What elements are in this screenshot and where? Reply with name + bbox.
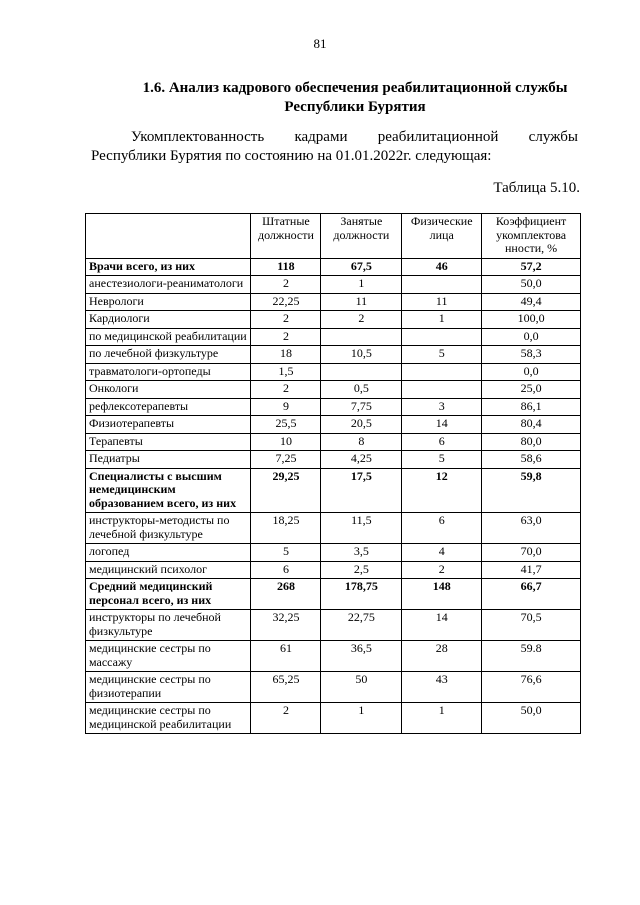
occupied-positions-cell: 7,75 (321, 398, 402, 416)
table-row (86, 451, 581, 469)
row-label: медицинские сестры по физиотерапии (86, 672, 251, 703)
occupied-positions-cell: 0,5 (321, 381, 402, 399)
table-row (86, 276, 581, 294)
occupied-positions-cell: 11 (321, 293, 402, 311)
occupied-positions-cell: 36,5 (321, 641, 402, 672)
staff-positions-cell: 2 (251, 276, 321, 294)
intro-word: реабилитационной (377, 129, 499, 145)
table-row (86, 468, 581, 513)
staffing-ratio-cell: 58,6 (482, 451, 581, 469)
staff-positions-cell: 22,25 (251, 293, 321, 311)
staffing-ratio-cell: 50,0 (482, 703, 581, 734)
table-row (86, 293, 581, 311)
individuals-cell: 11 (402, 293, 482, 311)
staffing-ratio-cell: 80,4 (482, 416, 581, 434)
occupied-positions-cell: 4,25 (321, 451, 402, 469)
row-label: рефлексотерапевты (86, 398, 251, 416)
table-row (86, 703, 581, 734)
staff-positions-cell: 5 (251, 544, 321, 562)
intro-word: службы (528, 129, 578, 145)
row-label: анестезиологи-реаниматологи (86, 276, 251, 294)
table-header-row (86, 214, 581, 259)
staff-positions-cell: 65,25 (251, 672, 321, 703)
individuals-cell: 5 (402, 346, 482, 364)
section-title (120, 79, 590, 117)
occupied-positions-cell: 17,5 (321, 468, 402, 513)
header-staffing-ratio: Коэффициент укомплектова нности, % (482, 214, 581, 259)
row-label: Неврологи (86, 293, 251, 311)
occupied-positions-cell: 20,5 (321, 416, 402, 434)
table-row (86, 561, 581, 579)
individuals-cell: 1 (402, 703, 482, 734)
header-occupied-positions: Занятые должности (321, 214, 402, 259)
occupied-positions-cell (321, 363, 402, 381)
individuals-cell: 1 (402, 311, 482, 329)
staff-positions-cell: 32,25 (251, 610, 321, 641)
staff-positions-cell: 18 (251, 346, 321, 364)
staff-positions-cell: 6 (251, 561, 321, 579)
row-label: медицинские сестры по медицинской реабилитации (86, 703, 251, 734)
intro-word: кадрами (294, 129, 348, 145)
occupied-positions-cell: 1 (321, 276, 402, 294)
occupied-positions-cell: 2 (321, 311, 402, 329)
header-staff-positions: Штатные должности (251, 214, 321, 259)
page-number: 81 (313, 36, 327, 51)
staffing-ratio-cell: 80,0 (482, 433, 581, 451)
occupied-positions-cell: 22,75 (321, 610, 402, 641)
staffing-ratio-cell: 57,2 (482, 258, 581, 276)
row-label: медицинский психолог (86, 561, 251, 579)
staffing-ratio-cell: 49,4 (482, 293, 581, 311)
row-label: Физиотерапевты (86, 416, 251, 434)
staff-positions-cell: 61 (251, 641, 321, 672)
table-row (86, 610, 581, 641)
row-label: по лечебной физкультуре (86, 346, 251, 364)
section-title-line1: 1.6. Анализ кадрового обеспечения реабилитационной службы (142, 80, 568, 96)
table-row (86, 328, 581, 346)
individuals-cell: 2 (402, 561, 482, 579)
individuals-cell: 43 (402, 672, 482, 703)
occupied-positions-cell: 11,5 (321, 513, 402, 544)
occupied-positions-cell: 10,5 (321, 346, 402, 364)
staffing-ratio-cell: 59,8 (482, 468, 581, 513)
row-label: Средний медицинский персонал всего, из них (86, 579, 251, 610)
staff-positions-cell: 268 (251, 579, 321, 610)
staff-positions-cell: 1,5 (251, 363, 321, 381)
header-individuals: Физические лица (402, 214, 482, 259)
staffing-ratio-cell: 100,0 (482, 311, 581, 329)
individuals-cell (402, 381, 482, 399)
row-label: Специалисты с высшим немедицинским образованием всего, из них (86, 468, 251, 513)
table-row (86, 416, 581, 434)
individuals-cell: 5 (402, 451, 482, 469)
individuals-cell (402, 276, 482, 294)
occupied-positions-cell: 2,5 (321, 561, 402, 579)
table-caption: Таблица 5.10. (493, 180, 580, 196)
section-title-line2: Республики Бурятия (284, 99, 426, 115)
individuals-cell (402, 328, 482, 346)
row-label: инструкторы-методисты по лечебной физкультуре (86, 513, 251, 544)
row-label: по медицинской реабилитации (86, 328, 251, 346)
intro-word: Укомплектованность (131, 129, 265, 145)
staffing-table (85, 213, 581, 734)
individuals-cell: 12 (402, 468, 482, 513)
individuals-cell: 148 (402, 579, 482, 610)
occupied-positions-cell: 178,75 (321, 579, 402, 610)
individuals-cell: 4 (402, 544, 482, 562)
table-row (86, 672, 581, 703)
row-label: Кардиологи (86, 311, 251, 329)
staffing-ratio-cell: 59.8 (482, 641, 581, 672)
individuals-cell: 6 (402, 513, 482, 544)
intro-line-2: Республики Бурятия по состоянию на 01.01.2022г. следующая: (91, 148, 492, 164)
individuals-cell: 3 (402, 398, 482, 416)
table-row (86, 398, 581, 416)
staffing-ratio-cell: 50,0 (482, 276, 581, 294)
row-label: Онкологи (86, 381, 251, 399)
occupied-positions-cell: 8 (321, 433, 402, 451)
staff-positions-cell: 2 (251, 703, 321, 734)
staff-positions-cell: 118 (251, 258, 321, 276)
staff-positions-cell: 10 (251, 433, 321, 451)
staff-positions-cell: 25,5 (251, 416, 321, 434)
occupied-positions-cell: 1 (321, 703, 402, 734)
individuals-cell: 14 (402, 416, 482, 434)
row-label: Врачи всего, из них (86, 258, 251, 276)
staffing-ratio-cell: 76,6 (482, 672, 581, 703)
staff-positions-cell: 9 (251, 398, 321, 416)
staffing-ratio-cell: 70,0 (482, 544, 581, 562)
occupied-positions-cell (321, 328, 402, 346)
staffing-ratio-cell: 70,5 (482, 610, 581, 641)
staffing-ratio-cell: 0,0 (482, 328, 581, 346)
occupied-positions-cell: 67,5 (321, 258, 402, 276)
table-row (86, 544, 581, 562)
individuals-cell: 46 (402, 258, 482, 276)
individuals-cell: 28 (402, 641, 482, 672)
table-row (86, 363, 581, 381)
table-body (86, 258, 581, 734)
table-row (86, 346, 581, 364)
staffing-ratio-cell: 63,0 (482, 513, 581, 544)
staff-positions-cell: 2 (251, 328, 321, 346)
individuals-cell: 14 (402, 610, 482, 641)
occupied-positions-cell: 50 (321, 672, 402, 703)
table-row (86, 381, 581, 399)
row-label: Педиатры (86, 451, 251, 469)
row-label: логопед (86, 544, 251, 562)
staffing-ratio-cell: 25,0 (482, 381, 581, 399)
table-row (86, 513, 581, 544)
table-row (86, 579, 581, 610)
staff-positions-cell: 29,25 (251, 468, 321, 513)
staffing-ratio-cell: 86,1 (482, 398, 581, 416)
row-label: Терапевты (86, 433, 251, 451)
individuals-cell: 6 (402, 433, 482, 451)
row-label: медицинские сестры по массажу (86, 641, 251, 672)
occupied-positions-cell: 3,5 (321, 544, 402, 562)
staff-positions-cell: 2 (251, 381, 321, 399)
staff-positions-cell: 2 (251, 311, 321, 329)
staffing-ratio-cell: 0,0 (482, 363, 581, 381)
staffing-ratio-cell: 58,3 (482, 346, 581, 364)
table-row (86, 311, 581, 329)
individuals-cell (402, 363, 482, 381)
staff-positions-cell: 18,25 (251, 513, 321, 544)
staff-positions-cell: 7,25 (251, 451, 321, 469)
row-label: травматологи-ортопеды (86, 363, 251, 381)
staffing-ratio-cell: 41,7 (482, 561, 581, 579)
table-row (86, 641, 581, 672)
row-label: инструкторы по лечебной физкультуре (86, 610, 251, 641)
header-category (86, 214, 251, 259)
staffing-ratio-cell: 66,7 (482, 579, 581, 610)
table-row (86, 433, 581, 451)
table-row (86, 258, 581, 276)
intro-line-1 (91, 128, 578, 147)
